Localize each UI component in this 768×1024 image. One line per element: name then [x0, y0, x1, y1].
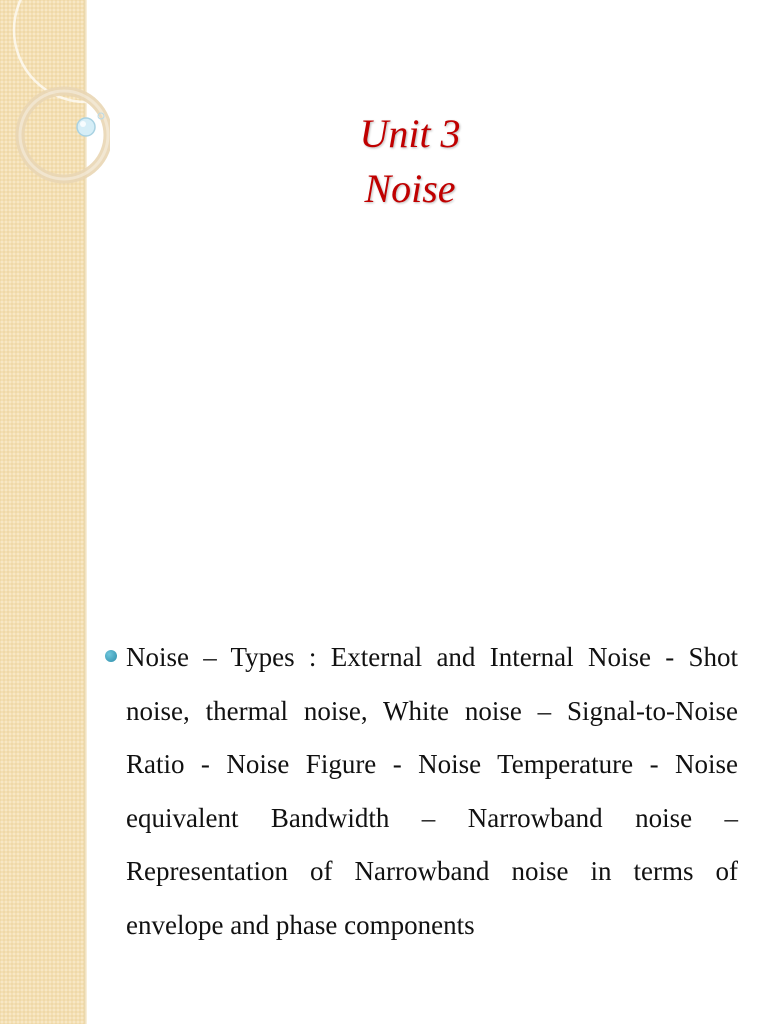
round-bullet-icon — [105, 650, 117, 662]
slide-title-line-2: Noise — [364, 166, 456, 211]
bullet-item-text: Noise – Types : External and Internal Noise - Shot noise, thermal noise, White noise – Signal-to-Noise Ratio - Noise Figure - Noise Temperature - Noise equivalent Bandwidth – Narrowband noise – Representation of Narrowband noise in terms of envelope and phase components — [126, 642, 738, 940]
circle-ornament-icon — [0, 0, 110, 200]
slide-title-line-1: Unit 3 — [359, 111, 461, 156]
